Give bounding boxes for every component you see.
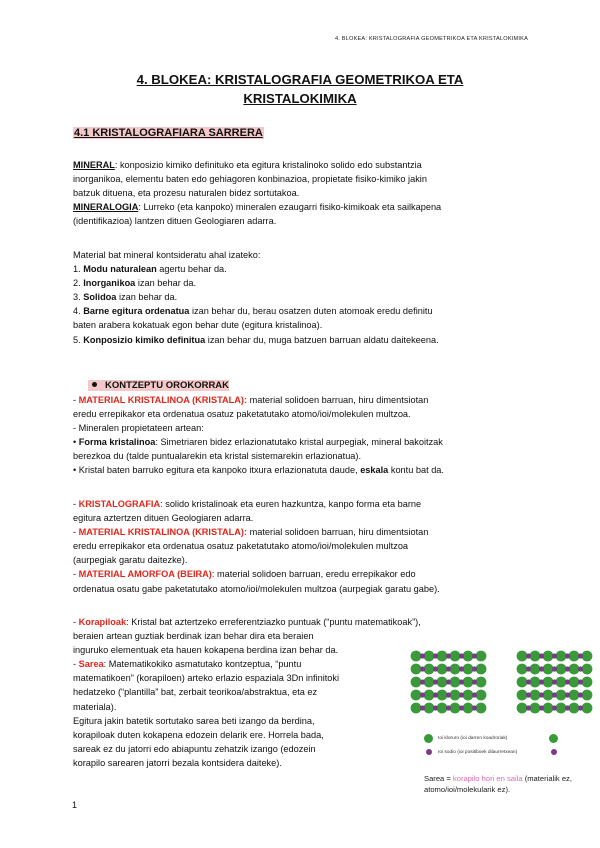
sodium-ion: [565, 653, 570, 658]
chloride-ion: [543, 703, 554, 714]
chloride-ion: [556, 690, 567, 701]
sodium-ion: [539, 666, 544, 671]
list-item: 5. Konposizio kimiko definitua izan behar du, muga batzuen barruan aldatu daitekeena.: [73, 334, 439, 345]
sodium-ion: [420, 666, 425, 671]
concepts-block: - MATERIAL KRISTALINOA (KRISTALA): material solidoen barruan, hiru dimentsiotan eredu errepikakor eta ordenatua osatuz paketatutako atomo/ioi/molekulen multzoa. - Mineralen propietateen artean: • Forma kristalinoa: Simetriaren bidez erlazionatutako kristal aurpegiak, mineral bakoitzak berezkoa du (talde puntualarekin eta kristal sistemarekin erlazionatua). • Kristal baten barruko egitura eta kanpoko itxura erlazionatuta daude, eskala kontu bat da.: [73, 395, 444, 476]
sodium-ion: [433, 666, 438, 671]
chloride-ion: [582, 664, 593, 675]
chloride-ion: [476, 651, 487, 662]
nacl-lattice-figure-1: [408, 648, 488, 716]
sodium-ion: [552, 705, 557, 710]
running-header: 4. BLOKEA: KRISTALOGRAFIA GEOMETRIKOA ETA KRISTALOKIMIKA: [334, 36, 528, 42]
chloride-ion: [543, 651, 554, 662]
chloride-ion: [463, 677, 474, 688]
chloride-ion: [411, 690, 422, 701]
list-item: 2. Inorganikoa izan behar da.: [73, 278, 197, 289]
page-number: 1: [72, 800, 78, 810]
sodium-ion: [565, 666, 570, 671]
chloride-ion: [411, 703, 422, 714]
sodium-ion: [552, 653, 557, 658]
sodium-ion: [539, 692, 544, 697]
chloride-ion: [517, 703, 528, 714]
sodium-ion: [459, 653, 464, 658]
sodium-ion: [446, 679, 451, 684]
chloride-ion: [437, 664, 448, 675]
sodium-ion: [420, 653, 425, 658]
chloride-ion: [517, 690, 528, 701]
chloride-ion: [556, 677, 567, 688]
chloride-ion: [437, 677, 448, 688]
chloride-ion: [569, 690, 580, 701]
chloride-ion: [582, 703, 593, 714]
chloride-ion: [463, 664, 474, 675]
sodium-ion: [578, 653, 583, 658]
chloride-ion: [437, 690, 448, 701]
sodium-ion: [433, 705, 438, 710]
chloride-ion: [463, 690, 474, 701]
chloride-ion: [569, 677, 580, 688]
sodium-ion: [433, 679, 438, 684]
sodium-ion: [578, 692, 583, 697]
chloride-ion: [424, 664, 435, 675]
list-item: 1. Modu naturalean agertu behar da.: [73, 264, 227, 275]
chloride-ion: [424, 690, 435, 701]
sodium-ion: [526, 653, 531, 658]
sodium-ion: [539, 653, 544, 658]
sodium-ion: [420, 705, 425, 710]
chloride-ion-icon: [424, 734, 433, 743]
chloride-ion: [411, 651, 422, 662]
sodium-ion: [459, 679, 464, 684]
chloride-ion: [582, 690, 593, 701]
chloride-ion: [582, 651, 593, 662]
list-item: 4. Barne egitura ordenatua izan behar du, berau osatzen duten atomoak eredu definitu: [73, 306, 433, 317]
chloride-ion: [476, 690, 487, 701]
conditions-list: Material bat mineral kontsideratu ahal izateko: 1. Modu naturalean agertu behar da. 2. Inorganikoa izan behar da. 3. Solidoa izan behar da. 4. Barne egitura ordenatua izan behar du, berau osatzen duten atomoak eredu definitu baten arabera kokatuak egon behar dute (egitura kristalinoa). 5. Konposizio kimiko definitua izan behar du, muga batzuen barruan aldatu daitekeena.: [73, 248, 528, 347]
chloride-ion: [530, 651, 541, 662]
chloride-ion: [424, 677, 435, 688]
mineralogia-definition: MINERALOGIA: Lurreko (eta kanpoko) mineralen ezaugarri fisiko-kimikoak eta sailkapena: [73, 202, 442, 213]
chloride-ion: [450, 690, 461, 701]
concepts-block-2: - KRISTALOGRAFIA: solido kristalinoak eta euren hazkuntza, kanpo forma eta barne egitura aztertzen dituen Geologiaren adarra. - MATERIAL KRISTALINOA (KRISTALA): material solidoen barruan, hiru dimentsiotan eredu errepikakor eta ordenatua osatuz paketatutako atomo/ioi/molekulen multzoa (aurpegiak garatu daitezke). - MATERIAL AMORFOA (BEIRA): material solidoen barruan, eredu errepikakor edo ordenatua osatu gabe paketatutako atomo/ioi/molekulen multzoa (aurpegiak garatu gabe).: [73, 499, 440, 594]
chloride-ion-icon: [549, 734, 558, 743]
chloride-ion: [530, 703, 541, 714]
kontzeptu-heading: KONTZEPTU OROKORRAK: [88, 380, 229, 391]
sodium-ion: [578, 666, 583, 671]
sodium-ion: [420, 692, 425, 697]
korapiloak-block: - Korapiloak: Kristal bat aztertzeko erreferentziazko puntuak (“puntu matematikoak”), beraien artean guztiak berdinak izan behar dira eta beraien inguruko elementuak eta hauen kokapena berdina izan behar da. - Sarea: Matematikokiko asmatutako kontzeptua, “puntu matematikoen” (korapiloen) arteko erlazio espaziala 3Dn infinitoki hedatzeko (“plantilla” bat, zerbait teorikoa/abstraktua, eta ez materiala). Egitura jakin batetik sortutako sarea beti izango da berdina, korapiloak duten kokapena edozein delarik ere. Horrela bada, sareak ez du jatorri edo abiapuntu zehatzik izango (edozein korapilo sarearen jatorri bezala kontsidera daiteke).: [73, 617, 421, 768]
chloride-ion: [556, 703, 567, 714]
sodium-ion: [565, 679, 570, 684]
sodium-ion: [565, 692, 570, 697]
chloride-ion: [476, 664, 487, 675]
section-title: 4.1 KRISTALOGRAFIARA SARRERA: [74, 127, 263, 139]
sodium-ion: [446, 666, 451, 671]
sodium-ion: [446, 653, 451, 658]
sodium-ion: [565, 705, 570, 710]
sodium-ion: [552, 666, 557, 671]
list-item: 3. Solidoa izan behar da.: [73, 292, 178, 303]
chloride-ion: [463, 651, 474, 662]
sodium-ion: [446, 705, 451, 710]
sodium-ion: [459, 692, 464, 697]
sodium-ion: [472, 653, 477, 658]
chloride-ion: [569, 703, 580, 714]
chloride-ion: [543, 677, 554, 688]
sodium-ion: [420, 679, 425, 684]
chloride-ion: [517, 664, 528, 675]
sodium-ion: [578, 705, 583, 710]
sodium-ion: [446, 692, 451, 697]
chloride-ion: [556, 651, 567, 662]
sodium-ion: [578, 679, 583, 684]
chloride-ion: [411, 664, 422, 675]
chloride-ion: [450, 664, 461, 675]
sodium-ion: [526, 666, 531, 671]
sodium-ion: [459, 705, 464, 710]
chloride-ion: [517, 651, 528, 662]
nacl-lattice-figure-2: [514, 648, 594, 716]
sodium-ion: [433, 692, 438, 697]
chloride-ion: [569, 664, 580, 675]
chloride-ion: [450, 703, 461, 714]
chloride-ion: [582, 677, 593, 688]
sodium-ion: [459, 666, 464, 671]
sodium-ion: [552, 692, 557, 697]
sodium-ion: [539, 705, 544, 710]
chloride-ion: [543, 690, 554, 701]
sodium-ion: [472, 679, 477, 684]
sodium-ion: [472, 705, 477, 710]
chloride-ion: [530, 690, 541, 701]
chloride-ion: [411, 677, 422, 688]
chloride-ion: [424, 651, 435, 662]
sodium-ion-icon: [426, 749, 432, 755]
definitions-block: MINERAL: konposizio kimiko definituko eta egitura kristalinoko solido edo substantzia inorganikoa, elementu baten edo gehiagoren konbinazioa, propietate fisiko-kimiko jakin batzuk dituena, eta prozesu naturalen bidez sortutakoa. MINERALOGIA: Lurreko (eta kanpoko) mineralen ezaugarri fisiko-kimikoak eta sailkapena (identifikazioa) lantzen dituen Geologiaren adarra.: [73, 158, 528, 228]
chloride-ion: [517, 677, 528, 688]
sodium-ion: [526, 679, 531, 684]
chloride-ion: [450, 651, 461, 662]
chloride-ion: [543, 664, 554, 675]
chloride-ion: [530, 664, 541, 675]
chloride-ion: [556, 664, 567, 675]
sodium-ion: [552, 679, 557, 684]
mineral-definition: MINERAL: konposizio kimiko definituko eta egitura kristalinoko solido edo substantzia: [73, 160, 422, 170]
chloride-ion: [424, 703, 435, 714]
sodium-ion: [472, 666, 477, 671]
sodium-ion: [433, 653, 438, 658]
bullet-icon: [92, 382, 97, 387]
figure-caption: Sarea = korapilo hori en saila (materialik ez, atomo/ioi/molekularik ez).: [424, 774, 572, 794]
chloride-ion: [530, 677, 541, 688]
sodium-ion: [539, 679, 544, 684]
sodium-ion: [526, 692, 531, 697]
sodium-ion: [526, 705, 531, 710]
chloride-ion: [476, 703, 487, 714]
chloride-ion: [569, 651, 580, 662]
chloride-ion: [450, 677, 461, 688]
chloride-ion: [437, 703, 448, 714]
sodium-ion: [472, 692, 477, 697]
page-title: 4. BLOKEA: KRISTALOGRAFIA GEOMETRIKOA ETA KRISTALOKIMIKA: [136, 72, 464, 106]
chloride-ion: [463, 703, 474, 714]
chloride-ion: [476, 677, 487, 688]
sodium-ion-icon: [551, 749, 557, 755]
chloride-ion: [437, 651, 448, 662]
